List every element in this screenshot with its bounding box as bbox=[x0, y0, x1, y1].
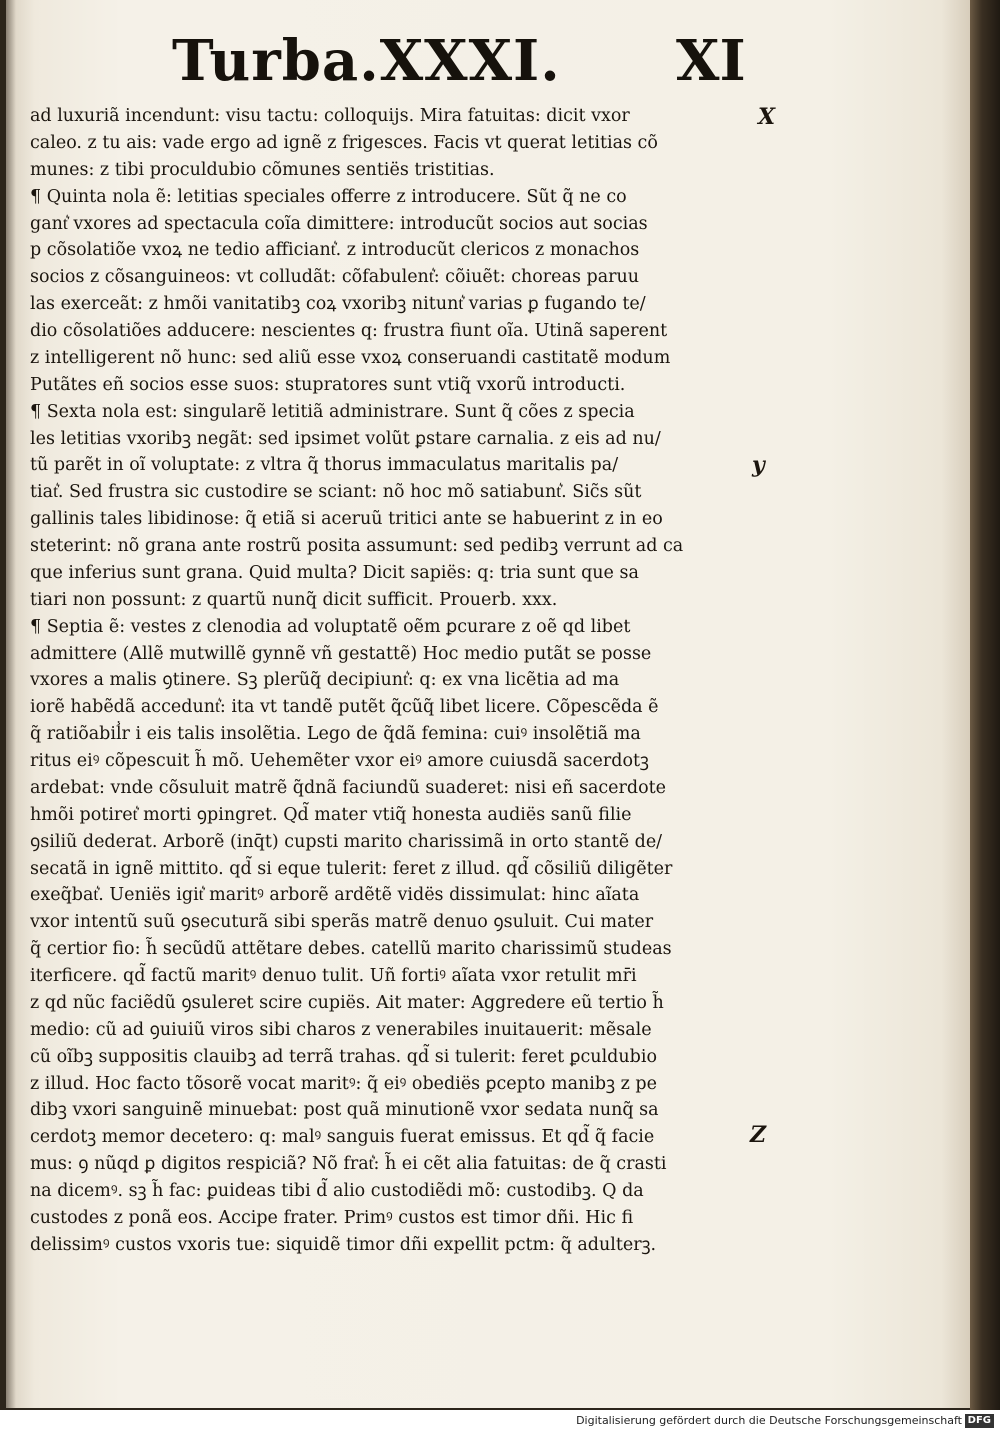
text-line: iorẽ habẽdã accedunt͛: ita vt tandẽ putẽt q̃cũq̃ libet licere. Cõpescẽda ẽ bbox=[30, 697, 659, 718]
text-line: hmõi potiret͛ morti ꝯpingret. Qd̃ mater vtiq̃ honesta audiës sanũ filie bbox=[30, 804, 632, 825]
text-line: ardebat: vnde cõsuluit matrẽ q̃dnã faciundũ suaderet: nisi eñ sacerdote bbox=[30, 777, 667, 798]
running-title: Turba.XXXI. bbox=[172, 28, 561, 94]
footer-credit: Digitalisierung gefördert durch die Deutsche Forschungsgemeinschaft bbox=[576, 1414, 962, 1427]
text-line: dibꝫ vxori sanguinẽ minuebat: post quã minutionẽ vxor sedata nunq̃ sa bbox=[30, 1100, 659, 1121]
text-line: tiari non possunt: z quartũ nunq̃ dicit sufficit. Prouerb. xxx. bbox=[30, 589, 558, 610]
text-line: medio: cũ ad ꝯuiuiũ viros sibi charos z venerabiles inuitauerit: mẽsale bbox=[30, 1019, 652, 1040]
footer-bar bbox=[0, 1410, 1000, 1433]
text-line: munes: z tibi proculdubio cõmunes sentiës tristitias. bbox=[30, 159, 495, 180]
text-line: Putãtes eñ socios esse suos: stupratores sunt vtiq̃ vxorũ introducti. bbox=[30, 374, 626, 395]
page-edge bbox=[970, 0, 1000, 1410]
text-line: caleo. z tu ais: vade ergo ad ignẽ z frigesces. Facis vt querat letitias cõ bbox=[30, 132, 658, 153]
text-line: las exerceãt: z hmõi vanitatibꝫ coꝝ vxoribꝫ nitunt͛ varias ꝑ fugando te/ bbox=[30, 294, 646, 315]
signature-mark-z: Z bbox=[750, 1122, 767, 1148]
text-line: vxor intentũ suũ ꝯsecuturã sibi sperãs matrẽ denuo ꝯsuluit. Cui mater bbox=[30, 912, 654, 933]
text-line: mus: ꝯ nũqd ꝑ digitos respiciã? Nõ frat͛: h̃ ei cẽt alia fatuitas: de q̃ crasti bbox=[30, 1154, 667, 1175]
text-line: ¶ Quinta nola ẽ: letitias speciales offerre z introducere. Sũt q̃ ne co bbox=[30, 186, 627, 207]
text-line: exeq̃bat͛. Ueniës igit͛ maritꝰ arborẽ ardẽtẽ vidës dissimulat: hinc aĩata bbox=[30, 885, 640, 906]
text-line: dio cõsolatiões adducere: nescientes q: frustra fiunt oĩa. Utinã saperent bbox=[30, 321, 668, 341]
text-line: ritus eiꝰ cõpescuit h̃ mõ. Uehemẽter vxor eiꝰ amore cuiusdã sacerdotꝫ bbox=[30, 751, 649, 771]
text-line: ¶ Sexta nola est: singularẽ letitiã administrare. Sunt q̃ cões z specia bbox=[30, 401, 635, 422]
text-line: ad luxuriã incendunt: visu tactu: colloquijs. Mira fatuitas: dicit vxor bbox=[30, 106, 630, 126]
dfg-logo: DFG bbox=[965, 1414, 994, 1428]
signature-mark-x: X bbox=[758, 104, 776, 130]
text-line: z qd nũc faciẽdũ ꝯsuleret scire cupiës. Ait mater: Aggredere eũ tertio h̃ bbox=[30, 992, 664, 1013]
text-line: gant͛ vxores ad spectacula coĩa dimittere: introducũt socios aut socias bbox=[30, 213, 648, 234]
text-line: ¶ Septia ẽ: vestes z clenodia ad voluptatẽ oẽm ꝑcurare z oẽ qd libet bbox=[30, 616, 631, 637]
text-line: cerdotꝫ memor decetero: q: malꝰ sanguis fuerat emissus. Et qd̃ q̃ facie bbox=[30, 1127, 655, 1148]
text-line: gallinis tales libidinose: q̃ etiã si aceruũ tritici ante se habuerint z in eo bbox=[30, 509, 663, 530]
text-line: z illud. Hoc facto tõsorẽ vocat maritꝰ: q̃ eiꝰ obediës ꝑcepto manibꝫ z pe bbox=[30, 1073, 657, 1094]
text-line: tiat͛. Sed frustra sic custodire se sciant: nõ hoc mõ satiabunt͛. Sic̃s sũt bbox=[30, 482, 642, 503]
text-block bbox=[30, 103, 750, 1259]
text-line: q̃ ratiõabil̾r i eis talis insolẽtia. Lego de q̃dã femina: cuiꝰ insolẽtiã ma bbox=[30, 724, 641, 745]
text-line: delissimꝰ custos vxoris tue: siquidẽ timor dñi expellit pctm: q̃ adulterꝫ. bbox=[30, 1234, 657, 1255]
text-line: iterficere. qd̃ factũ maritꝰ denuo tulit. Uñ fortiꝰ aĩata vxor retulit mr̄i bbox=[30, 966, 637, 986]
signature-mark-y: y bbox=[752, 452, 765, 478]
gutter-shadow bbox=[6, 0, 16, 1408]
text-line: tũ parẽt in oĩ voluptate: z vltra q̃ thorus immaculatus maritalis pa/ bbox=[30, 455, 619, 476]
text-line: steterint: nõ grana ante rostrũ posita assumunt: sed pedibꝫ verrunt ad ca bbox=[30, 536, 684, 556]
text-line: q̃ certior fio: h̃ secũdũ attẽtare debes. catellũ marito charissimũ studeas bbox=[30, 939, 672, 960]
text-line: vxores a malis ꝯtinere. Sꝫ plerũq̃ decipiunt͛: q: ex vna licẽtia ad ma bbox=[30, 670, 620, 691]
text-line: na dicemꝰ. sꝫ h̃ fac: ꝑuideas tibi d̃ alio custodiẽdi mõ: custodibꝫ. Q da bbox=[30, 1181, 644, 1201]
text-line: socios z cõsanguineos: vt colludãt: cõfabulent͛: cõiuẽt: choreas paruu bbox=[30, 267, 640, 288]
text-line: custodes z ponã eos. Accipe frater. Primꝰ custos est timor dñi. Hic fi bbox=[30, 1207, 634, 1228]
text-line: les letitias vxoribꝫ negãt: sed ipsimet volũt ꝑstare carnalia. z eis ad nu/ bbox=[30, 428, 661, 449]
text-line: ꝯsiliũ dederat. Arborẽ (inq̄t) cupsti marito charissimã in orto stantẽ de/ bbox=[30, 831, 663, 852]
text-line: admittere (Allẽ mutwillẽ gynnẽ vñ gestattẽ) Hoc medio putãt se posse bbox=[30, 643, 652, 664]
text-line: p cõsolatiõe vxoꝝ ne tedio afficiant͛. z introducũt clericos z monachos bbox=[30, 240, 640, 261]
text-line: que inferius sunt grana. Quid multa? Dicit sapiës: q: tria sunt que sa bbox=[30, 562, 639, 583]
text-line: secatã in ignẽ mittito. qd̃ si eque tulerit: feret z illud. qd̃ cõsiliũ diligẽter bbox=[30, 858, 673, 879]
folio-number: XI bbox=[676, 28, 746, 94]
text-line: z intelligerent nõ hunc: sed aliũ esse vxoꝝ conseruandi castitatẽ modum bbox=[30, 347, 671, 368]
text-line: cũ oĩbꝫ suppositis clauibꝫ ad terrã trahas. qd̃ si tulerit: feret ꝑculdubio bbox=[30, 1046, 657, 1067]
